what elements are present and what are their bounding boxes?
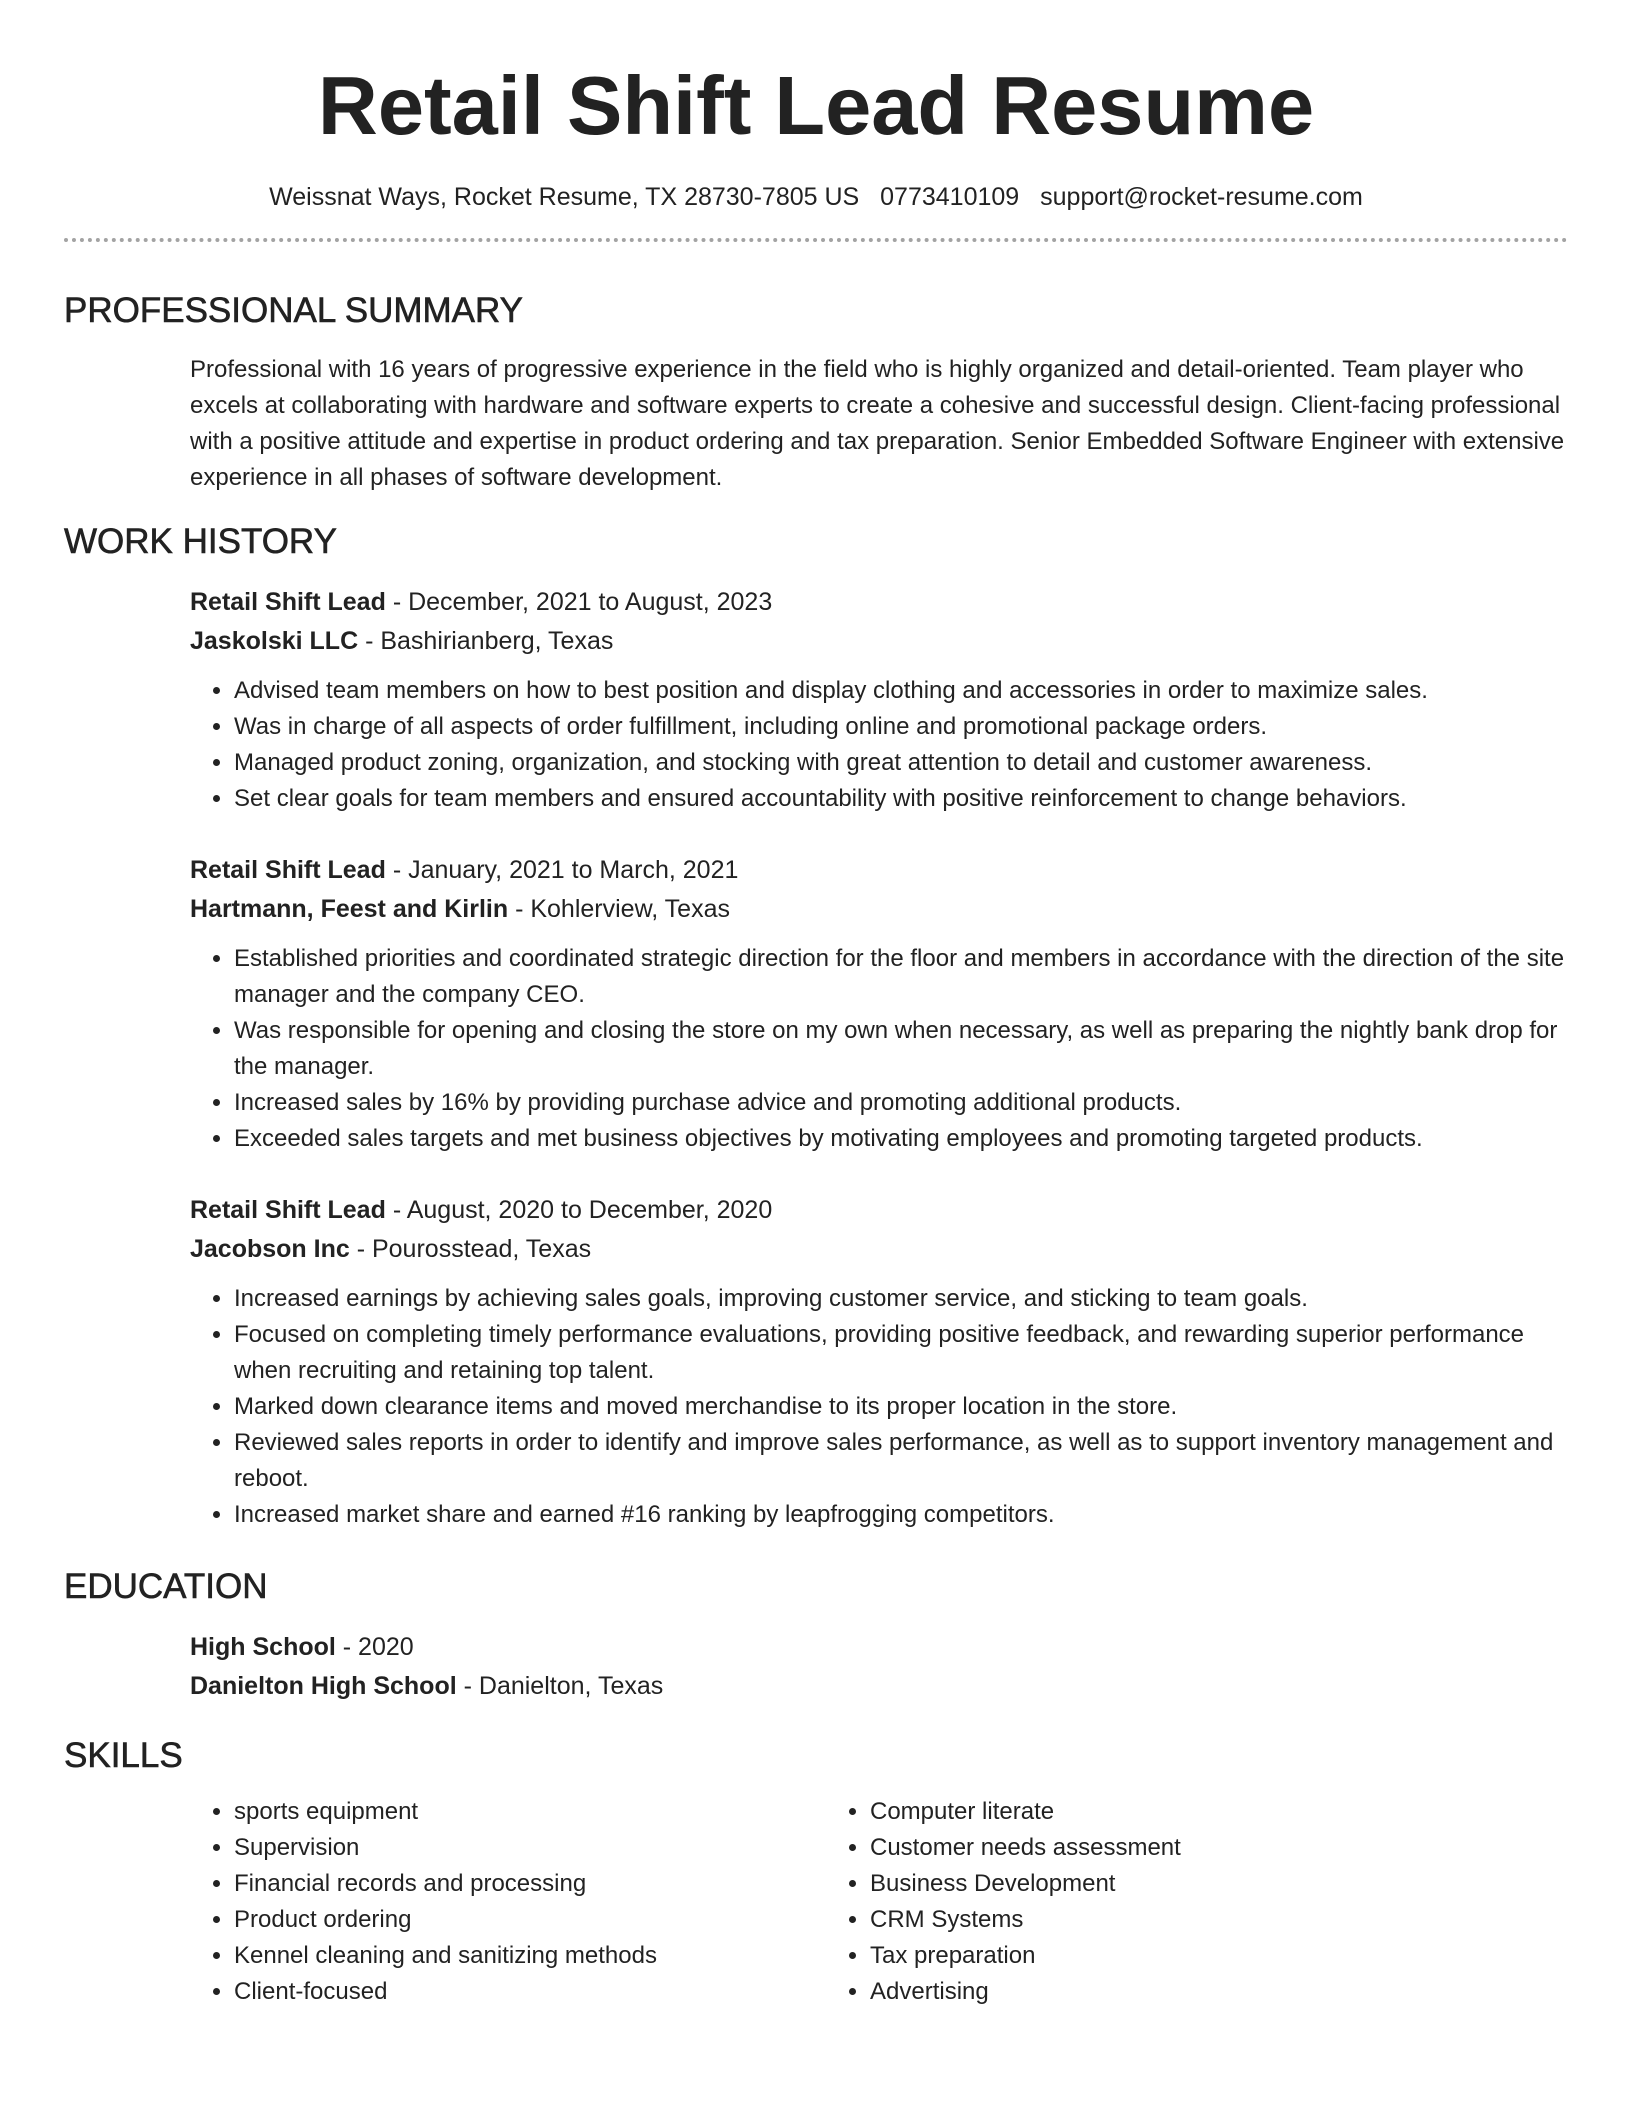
job-company: Jacobson Inc bbox=[190, 1235, 350, 1263]
school-name: Danielton High School bbox=[190, 1672, 457, 1700]
list-item: • Managed product zoning, organization, and stocking with great attention to detail and customer awareness. bbox=[234, 745, 1568, 781]
job-location: - Bashirianberg, Texas bbox=[358, 627, 614, 655]
list-item: • Increased earnings by achieving sales goals, improving customer service, and sticking to team goals. bbox=[234, 1281, 1568, 1317]
list-item: • Was responsible for opening and closing the store on my own when necessary, as well as preparing the nightly bank drop for the manager. bbox=[234, 1013, 1568, 1085]
education-entry bbox=[190, 1628, 1568, 1706]
contact-address: Weissnat Ways, Rocket Resume, TX 28730-7805 US bbox=[269, 183, 860, 211]
contact-email: support@rocket-resume.com bbox=[1040, 183, 1363, 211]
list-item: • Was in charge of all aspects of order fulfillment, including online and promotional package orders. bbox=[234, 709, 1568, 745]
job-entry bbox=[190, 583, 1568, 817]
list-item: • Client-focused bbox=[234, 1974, 826, 2010]
skills-grid bbox=[190, 1794, 1568, 2010]
summary-heading: PROFESSIONAL SUMMARY bbox=[64, 291, 523, 330]
job-company-line bbox=[190, 1230, 1568, 1269]
list-item: • Advised team members on how to best position and display clothing and accessories in order to maximize sales. bbox=[234, 673, 1568, 709]
list-item: • Business Development bbox=[870, 1866, 1462, 1902]
list-item: • Supervision bbox=[234, 1830, 826, 1866]
skills-column-right bbox=[826, 1794, 1462, 2010]
list-item: • Established priorities and coordinated strategic direction for the floor and members in accordance with the direction of the site manager and the company CEO. bbox=[234, 941, 1568, 1013]
job-dates: - January, 2021 to March, 2021 bbox=[385, 856, 739, 884]
school-location: - Danielton, Texas bbox=[456, 1672, 664, 1700]
skills-section bbox=[64, 1734, 1568, 2010]
list-item: • Set clear goals for team members and ensured accountability with positive reinforcement to change behaviors. bbox=[234, 781, 1568, 817]
job-title-line bbox=[190, 851, 1568, 890]
job-company-line bbox=[190, 890, 1568, 929]
degree-line bbox=[190, 1628, 1568, 1667]
job-dates: - December, 2021 to August, 2023 bbox=[385, 588, 773, 616]
summary-section bbox=[64, 289, 1568, 496]
contact-line bbox=[64, 180, 1568, 214]
list-item: • sports equipment bbox=[234, 1794, 826, 1830]
list-item: • Increased market share and earned #16 ranking by leapfrogging competitors. bbox=[234, 1497, 1568, 1533]
list-item: • Product ordering bbox=[234, 1902, 826, 1938]
education-heading: EDUCATION bbox=[64, 1567, 268, 1606]
list-item: • Kennel cleaning and sanitizing methods bbox=[234, 1938, 826, 1974]
skills-column-left bbox=[190, 1794, 826, 2010]
list-item: • Financial records and processing bbox=[234, 1866, 826, 1902]
job-location: - Pourosstead, Texas bbox=[349, 1235, 592, 1263]
education-section bbox=[64, 1565, 1568, 1706]
job-bullets bbox=[190, 941, 1568, 1157]
job-title: Retail Shift Lead bbox=[190, 588, 386, 616]
job-title: Retail Shift Lead bbox=[190, 1196, 386, 1224]
work-history-heading: WORK HISTORY bbox=[64, 522, 337, 561]
work-history-section bbox=[64, 520, 1568, 1533]
job-dates: - August, 2020 to December, 2020 bbox=[385, 1196, 773, 1224]
list-item: • Customer needs assessment bbox=[870, 1830, 1462, 1866]
resume-title: Retail Shift Lead Resume bbox=[317, 59, 1315, 152]
job-title-line bbox=[190, 1191, 1568, 1230]
list-item: • Exceeded sales targets and met business objectives by motivating employees and promoting targeted products. bbox=[234, 1121, 1568, 1157]
job-bullets bbox=[190, 1281, 1568, 1533]
list-item: • Increased sales by 16% by providing purchase advice and promoting additional products. bbox=[234, 1085, 1568, 1121]
list-item: • CRM Systems bbox=[870, 1902, 1462, 1938]
contact-phone: 0773410109 bbox=[880, 183, 1020, 211]
job-company-line bbox=[190, 622, 1568, 661]
job-entry bbox=[190, 851, 1568, 1157]
job-bullets bbox=[190, 673, 1568, 817]
list-item: • Tax preparation bbox=[870, 1938, 1462, 1974]
list-item: • Marked down clearance items and moved merchandise to its proper location in the store. bbox=[234, 1389, 1568, 1425]
skills-heading: SKILLS bbox=[64, 1736, 183, 1775]
list-item: • Focused on completing timely performance evaluations, providing positive feedback, and rewarding superior performance when recruiting and retaining top talent. bbox=[234, 1317, 1568, 1389]
school-line bbox=[190, 1667, 1568, 1706]
degree-year: - 2020 bbox=[335, 1633, 414, 1661]
job-location: - Kohlerview, Texas bbox=[508, 895, 730, 923]
list-item: • Advertising bbox=[870, 1974, 1462, 2010]
job-title-line bbox=[190, 583, 1568, 622]
degree: High School bbox=[190, 1633, 336, 1661]
header-divider bbox=[64, 238, 1568, 242]
list-item: • Computer literate bbox=[870, 1794, 1462, 1830]
list-item: • Reviewed sales reports in order to identify and improve sales performance, as well as to support inventory management and reboot. bbox=[234, 1425, 1568, 1497]
job-company: Hartmann, Feest and Kirlin bbox=[190, 895, 509, 923]
job-company: Jaskolski LLC bbox=[190, 627, 359, 655]
job-title: Retail Shift Lead bbox=[190, 856, 386, 884]
summary-text: Professional with 16 years of progressive experience in the field who is highly organized and detail-oriented. Team player who excels at collaborating with hardware and software experts to create a cohesive and successful design. Client-facing professional with a positive attitude and expertise in product ordering and tax preparation. Senior Embedded Software Engineer with extensive experience in all phases of software development. bbox=[190, 356, 1565, 491]
job-entry bbox=[190, 1191, 1568, 1533]
